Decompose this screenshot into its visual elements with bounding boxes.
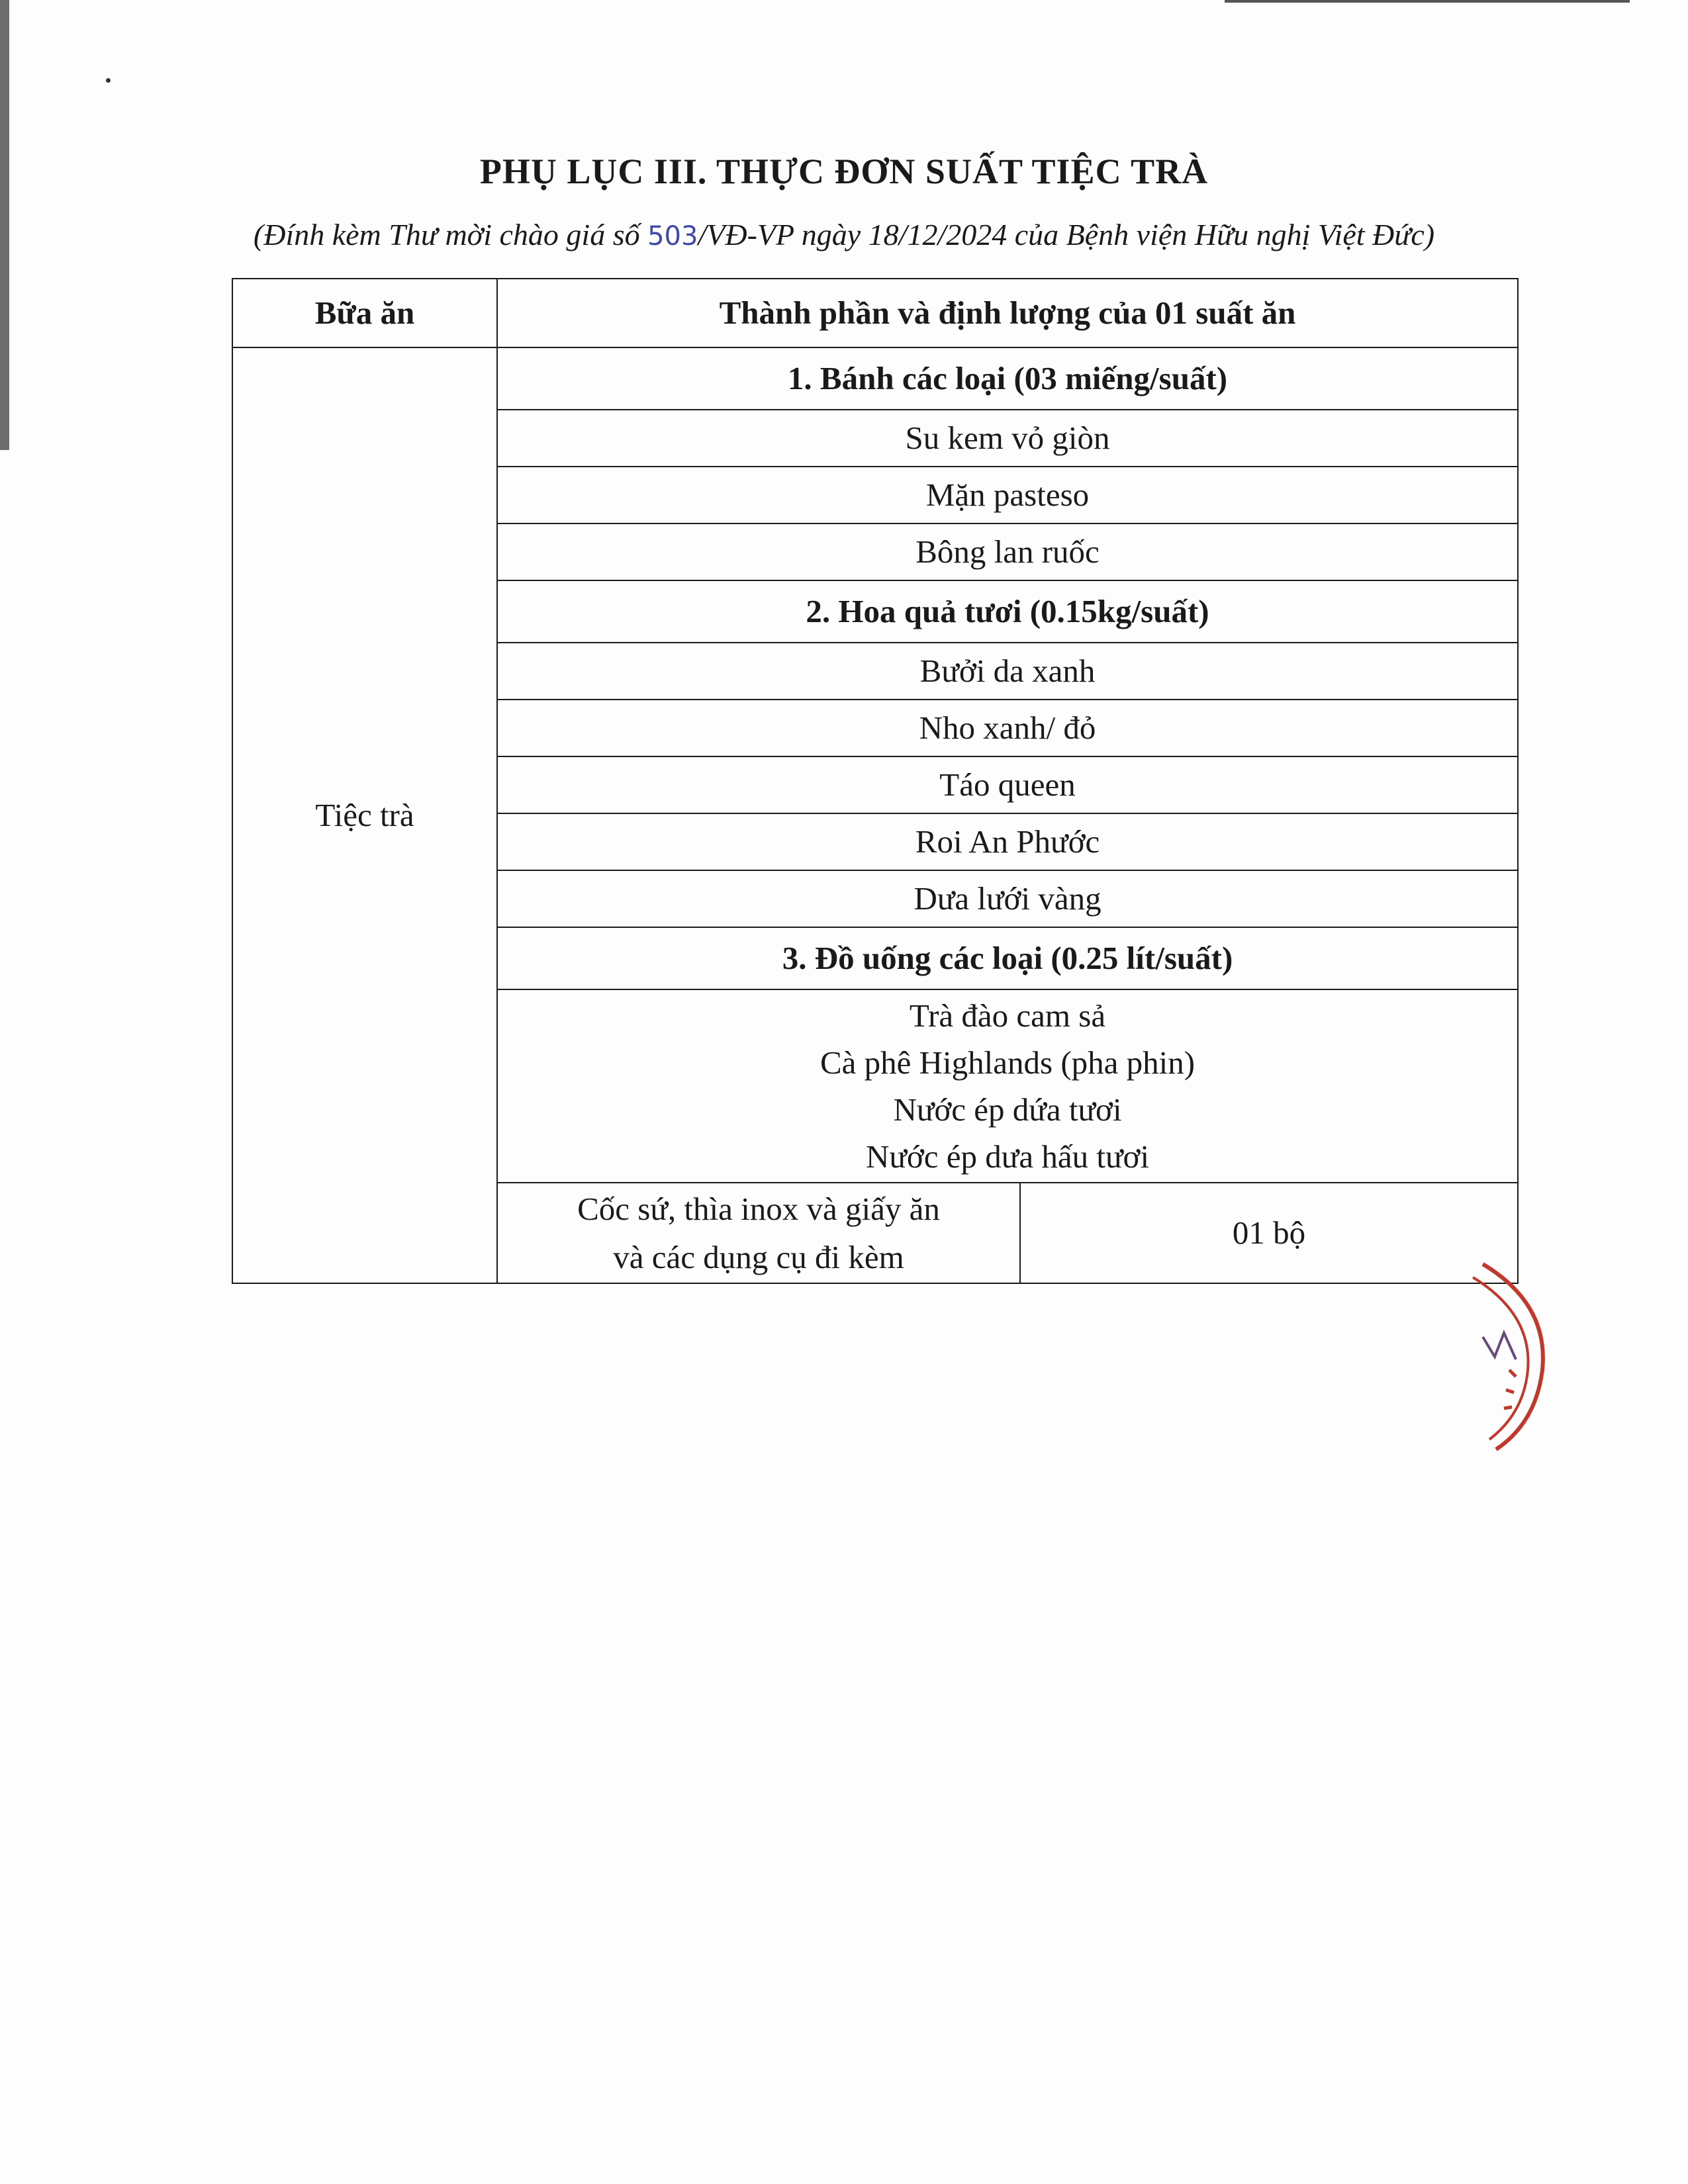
menu-item: Dưa lưới vàng <box>497 870 1518 927</box>
section-heading-fruits: 2. Hoa quả tươi (0.15kg/suất) <box>497 580 1518 643</box>
header-meal: Bữa ăn <box>232 279 497 347</box>
menu-item: Mặn pasteso <box>497 467 1518 523</box>
drink-item: Nước ép dứa tươi <box>893 1091 1122 1128</box>
menu-item: Táo queen <box>497 756 1518 813</box>
utensils-line: Cốc sứ, thìa inox và giấy ăn <box>577 1190 940 1227</box>
drinks-list <box>497 989 1518 1183</box>
menu-item: Roi An Phước <box>497 813 1518 870</box>
meal-name: Tiệc trà <box>232 347 497 1283</box>
red-stamp-fragment <box>1470 1257 1562 1456</box>
menu-table <box>232 278 1519 1284</box>
subtitle-prefix: (Đính kèm Thư mời chào giá số <box>253 218 648 251</box>
section-heading-cakes: 1. Bánh các loại (03 miếng/suất) <box>497 347 1518 410</box>
menu-item: Bông lan ruốc <box>497 523 1518 580</box>
menu-item: Nho xanh/ đỏ <box>497 700 1518 756</box>
menu-item: Bưởi da xanh <box>497 643 1518 700</box>
utensils-description <box>497 1183 1020 1283</box>
handwritten-number: 503 <box>647 221 698 251</box>
page-subtitle <box>0 217 1688 252</box>
drink-item: Cà phê Highlands (pha phin) <box>820 1044 1196 1081</box>
drink-item: Trà đào cam sả <box>909 997 1106 1034</box>
menu-item: Su kem vỏ giòn <box>497 410 1518 467</box>
utensils-line: và các dụng cụ đi kèm <box>613 1239 904 1275</box>
header-row <box>232 279 1518 347</box>
header-composition: Thành phần và định lượng của 01 suất ăn <box>497 279 1518 347</box>
section-row <box>232 347 1518 410</box>
utensils-quantity: 01 bộ <box>1020 1183 1518 1283</box>
top-rule <box>1225 0 1630 3</box>
scan-speck <box>106 78 111 83</box>
subtitle-suffix: /VĐ-VP ngày 18/12/2024 của Bệnh viện Hữu nghị Việt Đức) <box>698 218 1435 251</box>
section-heading-drinks: 3. Đồ uống các loại (0.25 lít/suất) <box>497 927 1518 989</box>
page-title: PHỤ LỤC III. THỰC ĐƠN SUẤT TIỆC TRÀ <box>479 152 1209 191</box>
drink-item: Nước ép dưa hấu tươi <box>865 1138 1150 1175</box>
